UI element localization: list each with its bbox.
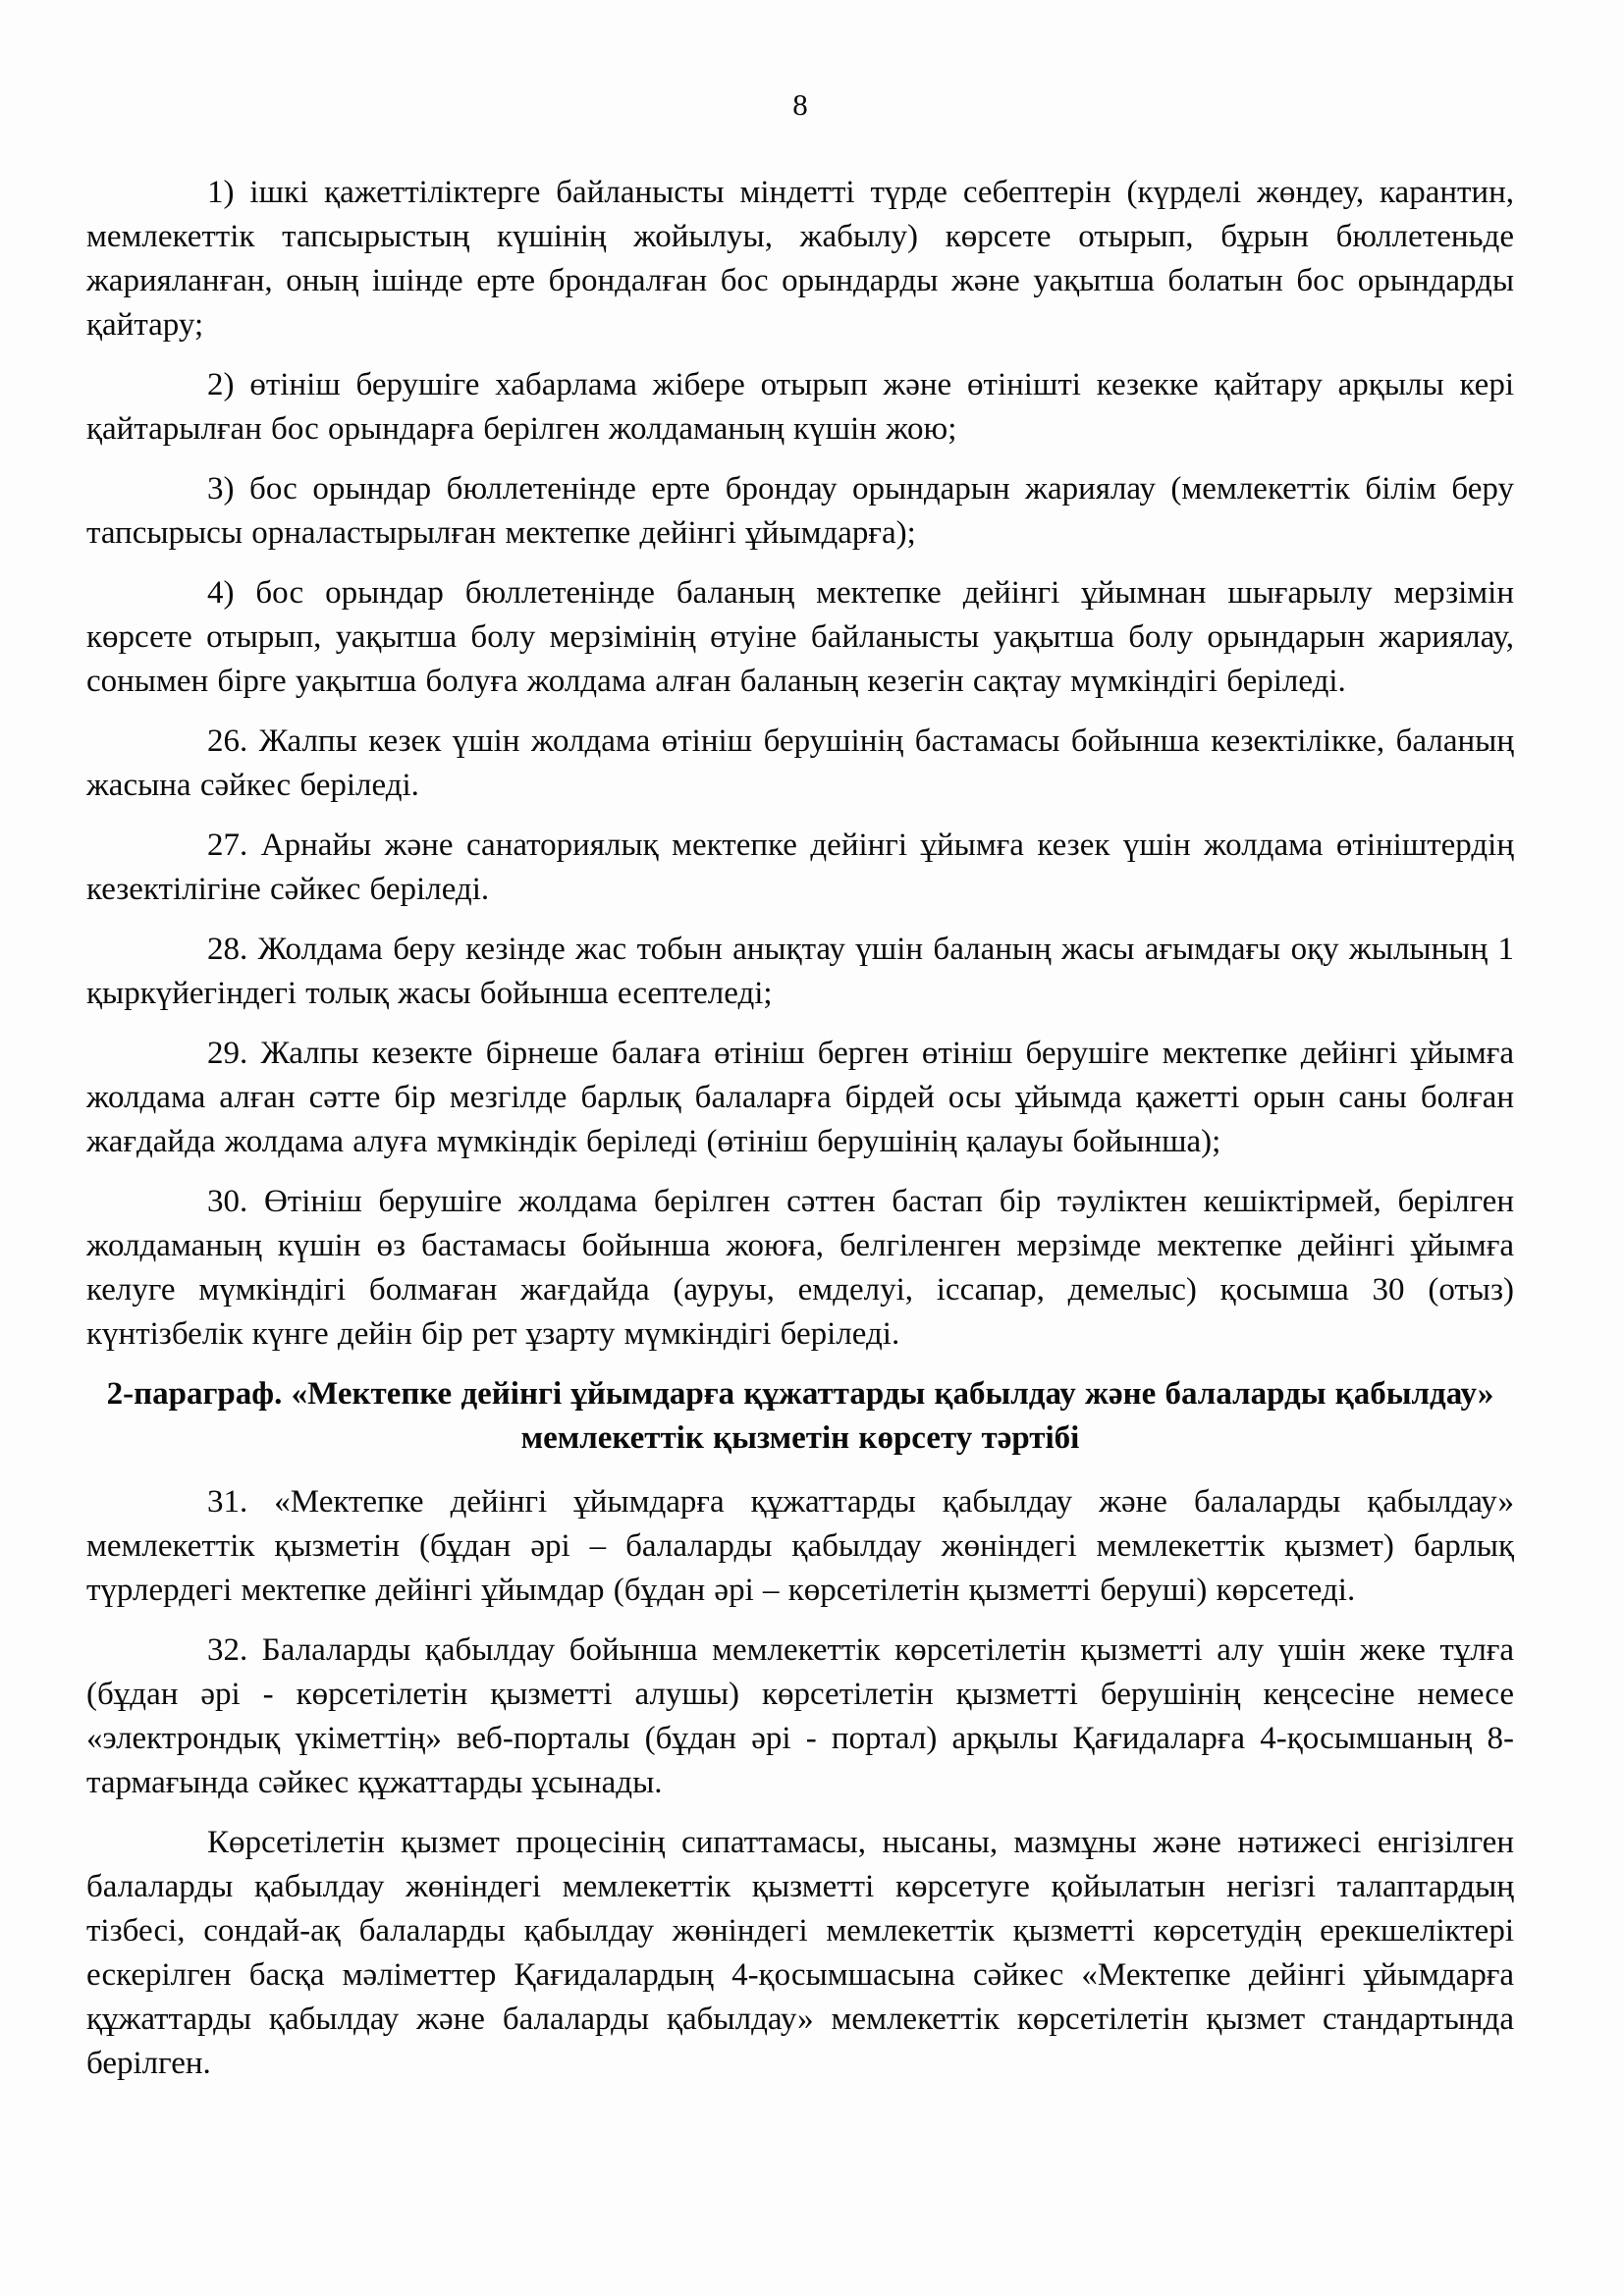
clause-32: 32. Балаларды қабылдау бойынша мемлекеттік көрсетілетін қызметті алу үшін жеке тұлға (бұдан әрі - көрсетілетін қызметті алушы) көрсетілетін қызметті берушінің кеңсесіне немесе «электрондық үкіметтің» веб-порталы (бұдан әрі - портал) арқылы Қағидаларға 4-қосымшаның 8-тармағында сәйкес құжаттарды ұсынады.	[86, 1632, 1514, 1800]
clause-31: 31. «Мектепке дейінгі ұйымдарға құжаттарды қабылдау және балаларды қабылдау» мемлекеттік қызметін (бұдан әрі – балаларды қабылдау жөніндегі мемлекеттік қызмет) барлық түрлердегі мектепке дейінгі ұйымдар (бұдан әрі – көрсетілетін қызметті беруші) көрсетеді.	[86, 1484, 1514, 1608]
clause-2: 2) өтініш берушіге хабарлама жібере отырып және өтінішті кезекке қайтару арқылы кері қайтарылған бос орындарға берілген жолдаманың күшін жою;	[86, 367, 1514, 447]
clause-30: 30. Өтініш берушіге жолдама берілген сәттен бастап бір тәуліктен кешіктірмей, берілген жолдаманың күшін өз бастамасы бойынша жоюға, белгіленген мерзімде мектепке дейінгі ұйымға келуге мүмкіндігі болмаған жағдайда (ауруы, емделуі, іссапар, демелыс) қосымша 30 (отыз) күнтізбелік күнге дейін бір рет ұзарту мүмкіндігі беріледі.	[86, 1184, 1514, 1352]
clause-3: 3) бос орындар бюллетенінде ерте брондау орындарын жариялау (мемлекеттік білім беру тапсырысы орналастырылған мектепке дейінгі ұйымдарға);	[86, 471, 1514, 551]
clause-27: 27. Арнайы және санаториялық мектепке дейінгі ұйымға кезек үшін жолдама өтініштердің кезектілігіне сәйкес беріледі.	[86, 828, 1514, 907]
section-2-heading: 2-параграф. «Мектепке дейінгі ұйымдарға құжаттарды қабылдау және балаларды қабылдау» мемлекеттік қызметін көрсету тәртібі	[106, 1376, 1494, 1456]
clause-29: 29. Жалпы кезекте бірнеше балаға өтініш берген өтініш берушіге мектепке дейінгі ұйымға жолдама алған сәтте бір мезгілде барлық балаларға бірдей осы ұйымда қажетті орын саны болған жағдайда жолдама алуға мүмкіндік беріледі (өтініш берушінің қалауы бойынша);	[86, 1036, 1514, 1159]
page-number: 8	[792, 87, 808, 122]
clause-28: 28. Жолдама беру кезінде жас тобын анықтау үшін баланың жасы ағымдағы оқу жылының 1 қыркүйегіндегі толық жасы бойынша есептеледі;	[86, 932, 1514, 1011]
clause-1: 1) ішкі қажеттіліктерге байланысты міндетті түрде себептерін (күрделі жөндеу, карантин, мемлекеттік тапсырыстың күшінің жойылуы, жабылу) көрсете отырып, бұрын бюллетеньде жарияланған, оның ішінде ерте брондалған бос орындарды және уақытша болатын бос орындарды қайтару;	[86, 175, 1514, 343]
closing-paragraph: Көрсетілетін қызмет процесінің сипаттамасы, нысаны, мазмұны және нәтижесі енгізілген балаларды қабылдау жөніндегі мемлекеттік қызметті көрсетуге қойылатын негізгі талаптардың тізбесі, сондай-ақ балаларды қабылдау жөніндегі мемлекеттік қызметті көрсетудің ерекшеліктері ескерілген басқа мәліметтер Қағидалардың 4-қосымшасына сәйкес «Мектепке дейінгі ұйымдарға құжаттарды қабылдау және балаларды қабылдау» мемлекеттік көрсетілетін қызмет стандартында берілген.	[86, 1825, 1514, 2081]
clause-4: 4) бос орындар бюллетенінде баланың мектепке дейінгі ұйымнан шығарылу мерзімін көрсете отырып, уақытша болу мерзімінің өтуіне байланысты уақытша болу орындарын жариялау, сонымен бірге уақытша болуға жолдама алған баланың кезегін сақтау мүмкіндігі беріледі.	[86, 575, 1514, 699]
clause-26: 26. Жалпы кезек үшін жолдама өтініш берушінің бастамасы бойынша кезектілікке, баланың жасына сәйкес беріледі.	[86, 723, 1514, 803]
